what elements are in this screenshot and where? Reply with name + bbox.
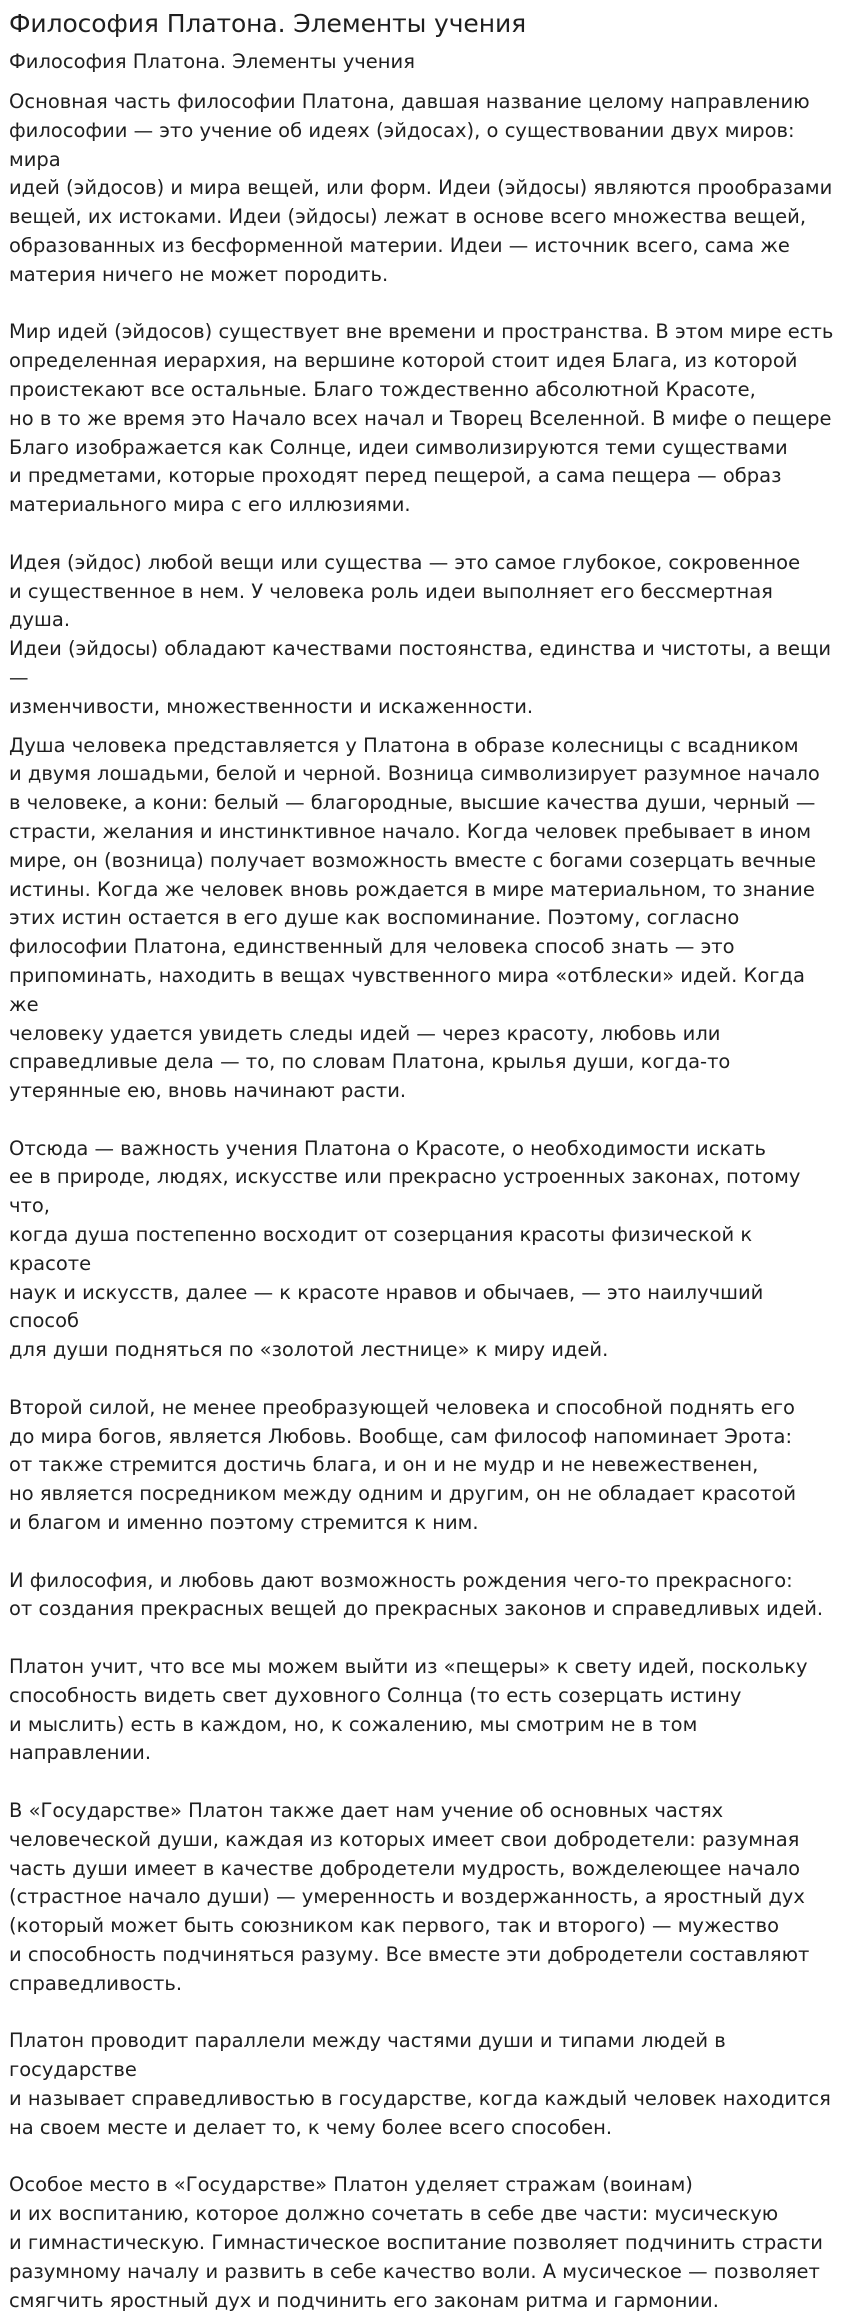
text-line: и существенное в нем. У человека роль идеи выполняет его бессмертная душа. (9, 579, 780, 632)
text-line: от также стремится достичь блага, и он и не мудр и не невежественен, (9, 1453, 759, 1477)
text-line: Идеи (эйдосы) обладают качествами постоянства, единства и чистоты, а вещи — (9, 637, 838, 689)
text-line: Благо изображается как Солнце, идеи символизируются теми существами (9, 435, 788, 459)
text-line: утерянные ею, вновь начинают расти. (9, 1079, 407, 1103)
text-line: и благом и именно поэтому стремится к ним. (9, 1511, 479, 1535)
text-line: материального мира с его иллюзиями. (9, 493, 411, 517)
article-body (9, 88, 837, 2315)
text-line: (который может быть союзником как первого, так и второго) — мужество (9, 1914, 780, 1938)
text-line: изменчивости, множественности и искаженности. (9, 694, 534, 718)
text-line: когда душа постепенно восходит от созерцания красоты физической к красоте (9, 1223, 759, 1275)
text-line: и предметами, которые проходят перед пещерой, а сама пещера — образ (9, 464, 782, 488)
text-line: материя ничего не может породить. (9, 262, 389, 286)
paragraph (9, 1797, 837, 1999)
paragraph-gap (9, 520, 837, 549)
text-line: и гимнастическую. Гимнастическое воспитание позволяет подчинить страсти (9, 2230, 823, 2254)
text-line: справедливые дела — то, по словам Платона, крылья души, когда-то (9, 1050, 731, 1074)
text-line: В «Государстве» Платон также дает нам учение об основных частях (9, 1799, 724, 1823)
text-line: человеческой души, каждая из которых имеет свои добродетели: разумная (9, 1827, 800, 1851)
text-line: Платон учит, что все мы можем выйти из «пещеры» к свету идей, поскольку (9, 1655, 808, 1679)
text-line: человеку удается увидеть следы идей — через красоту, любовь или (9, 1021, 721, 1045)
text-line: ее в природе, людях, искусстве или прекрасно устроенных законах, потому что, (9, 1165, 807, 1218)
text-line: философии Платона, единственный для человека способ знать — это (9, 935, 735, 959)
text-line: И философия, и любовь дают возможность рождения чего-то прекрасного: (9, 1568, 793, 1592)
text-line: идей (эйдосов) и мира вещей, или форм. Идеи (эйдосы) являются прообразами (9, 176, 833, 200)
paragraph-gap (9, 1999, 837, 2028)
text-line: Основная часть философии Платона, давшая название целому направлению (9, 90, 810, 113)
text-line: истины. Когда же человек вновь рождается в мире материальном, то знание (9, 877, 815, 901)
paragraph (9, 2171, 837, 2315)
paragraph-gap (9, 290, 837, 319)
text-line: Второй силой, не менее преобразующей человека и способной поднять его (9, 1395, 795, 1419)
paragraph (9, 318, 837, 520)
text-line: Идея (эйдос) любой вещи или существа — это самое глубокое, сокровенное (9, 550, 801, 574)
text-line: мире, он (возница) получает возможность вместе с богами созерцать вечные (9, 848, 816, 872)
paragraph-gap (9, 1365, 837, 1394)
paragraph (9, 1653, 837, 1768)
paragraph (9, 1394, 837, 1538)
paragraph (9, 549, 837, 722)
text-line: припоминать, находить в вещах чувственного мира «отблески» идей. Когда же (9, 963, 812, 1016)
paragraph (9, 2027, 837, 2142)
text-line: Мир идей (эйдосов) существует вне времени и пространства. В этом мире есть (9, 320, 834, 344)
text-line: Душа человека представляется у Платона в образе колесницы с всадником (9, 733, 799, 757)
text-line: справедливость. (9, 1971, 183, 1995)
text-line: наук и искусств, далее — к красоте нравов и обычаев, — это наилучший способ (9, 1280, 770, 1333)
paragraph (9, 88, 837, 290)
text-line: на своем месте и делает то, к чему более всего способен. (9, 2115, 613, 2139)
text-line: часть души имеет в качестве добродетели мудрость, вожделеющее начало (9, 1856, 801, 1880)
text-line: проистекают все остальные. Благо тождественно абсолютной Красоте, (9, 377, 756, 401)
text-line: для души подняться по «золотой лестнице» к миру идей. (9, 1338, 609, 1362)
paragraph (9, 1135, 837, 1365)
text-line: и их воспитанию, которое должно сочетать в себе две части: мусическую (9, 2202, 779, 2226)
text-line: и двумя лошадьми, белой и черной. Возница символизирует разумное начало (9, 762, 820, 786)
text-line: этих истин остается в его душе как воспоминание. Поэтому, согласно (9, 906, 740, 930)
text-line: и способность подчиняться разуму. Все вместе эти добродетели составляют (9, 1943, 810, 1966)
paragraph-gap (9, 722, 837, 732)
paragraph (9, 1567, 837, 1625)
text-line: определенная иерархия, на вершине которой стоит идея Блага, из которой (9, 349, 798, 373)
text-line: от создания прекрасных вещей до прекрасных законов и справедливых идей. (9, 1597, 824, 1621)
text-line: Отсюда — важность учения Платона о Красоте, о необходимости искать (9, 1136, 767, 1160)
text-line: Платон проводит параллели между частями души и типами людей в государстве (9, 2029, 732, 2082)
text-line: и мыслить) есть в каждом, но, к сожалению, мы смотрим не в том направлении. (9, 1712, 704, 1765)
text-line: страсти, желания и инстинктивное начало. Когда человек пребывает в ином (9, 819, 812, 843)
paragraph-gap (9, 2143, 837, 2172)
page-subtitle: Философия Платона. Элементы учения (9, 50, 415, 73)
text-line: но в то же время это Начало всех начал и Творец Вселенной. В мифе о пещере (9, 406, 832, 430)
paragraph-gap (9, 1106, 837, 1135)
text-line: до мира богов, является Любовь. Вообще, сам философ напоминает Эрота: (9, 1424, 793, 1448)
text-line: образованных из бесформенной материи. Идеи — источник всего, сама же (9, 233, 790, 257)
text-line: способность видеть свет духовного Солнца (то есть созерцать истину (9, 1683, 742, 1707)
text-line: вещей, их истоками. Идеи (эйдосы) лежат в основе всего множества вещей, (9, 205, 807, 229)
text-line: (страстное начало души) — умеренность и воздержанность, а яростный дух (9, 1885, 805, 1909)
paragraph-gap (9, 1538, 837, 1567)
paragraph (9, 732, 837, 1106)
text-line: смягчить яростный дух и подчинить его законам ритма и гармонии. (9, 2288, 719, 2312)
text-line: Особое место в «Государстве» Платон уделяет стражам (воинам) (9, 2173, 693, 2197)
page-title: Философия Платона. Элементы учения (9, 9, 527, 38)
text-line: философии — это учение об идеях (эйдосах), о существовании двух миров: мира (9, 118, 801, 171)
paragraph-gap (9, 1624, 837, 1653)
text-line: и называет справедливостью в государстве, когда каждый человек находится (9, 2086, 831, 2110)
text-line: разумному началу и развить в себе качество воли. А мусическое — позволяет (9, 2259, 820, 2283)
text-line: но является посредником между одним и другим, он не обладает красотой (9, 1482, 797, 1506)
text-line: в человеке, а кони: белый — благородные, высшие качества души, черный — (9, 791, 816, 815)
paragraph-gap (9, 1768, 837, 1797)
